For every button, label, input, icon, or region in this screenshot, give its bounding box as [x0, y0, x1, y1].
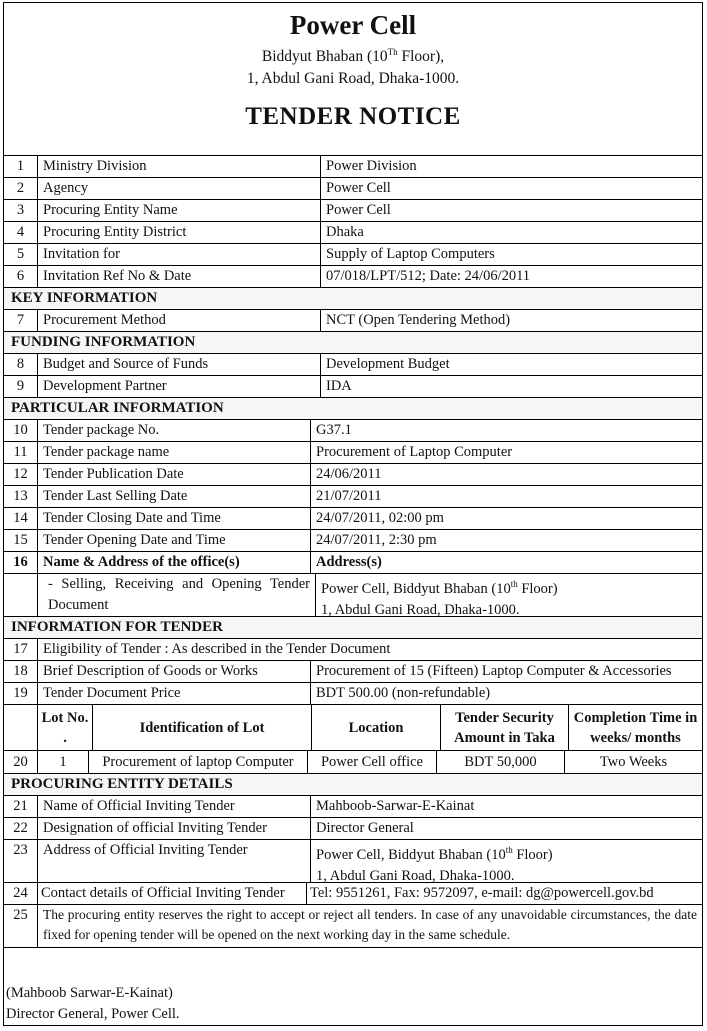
table-row: 10 Tender package No. G37.1 [4, 420, 702, 442]
lot-table-row: 20 1 Procurement of laptop Computer Power Cell office BDT 50,000 Two Weeks [4, 751, 702, 774]
table-row: 6 Invitation Ref No & Date 07/018/LPT/512; Date: 24/06/2011 [4, 266, 702, 288]
table-row-office-header: 16 Name & Address of the office(s) Address(s) [4, 552, 702, 574]
table-row: 12 Tender Publication Date 24/06/2011 [4, 464, 702, 486]
section-key-information: KEY INFORMATION [4, 288, 702, 310]
org-title: Power Cell [289, 10, 417, 40]
table-row: 17 Eligibility of Tender : As described in the Tender Document [4, 639, 702, 661]
table-row: 3 Procuring Entity Name Power Cell [4, 200, 702, 222]
tender-table [4, 155, 702, 948]
table-row: 8 Budget and Source of Funds Development Budget [4, 354, 702, 376]
section-information-for-tender: INFORMATION FOR TENDER [4, 617, 702, 639]
table-row: 4 Procuring Entity District Dhaka [4, 222, 702, 244]
section-particular-information: PARTICULAR INFORMATION [4, 398, 702, 420]
signature-block [6, 983, 180, 1025]
section-procuring-entity-details: PROCURING ENTITY DETAILS [4, 774, 702, 796]
tender-notice-page [3, 2, 703, 1026]
org-address-line2: 1, Abdul Gani Road, Dhaka-1000. [246, 70, 460, 88]
table-row: 18 Brief Description of Goods or Works Procurement of 15 (Fifteen) Laptop Computer & Accessories [4, 661, 702, 683]
table-row: 15 Tender Opening Date and Time 24/07/2011, 2:30 pm [4, 530, 702, 552]
table-row: 9 Development Partner IDA [4, 376, 702, 398]
table-row: 7 Procurement Method NCT (Open Tendering Method) [4, 310, 702, 332]
table-row: 25 The procuring entity reserves the right to accept or reject all tenders. In case of any unavoidable circumstances, the date fixed for opening tender will be opened on the next working day in the same schedule. [4, 905, 702, 948]
table-row: 19 Tender Document Price BDT 500.00 (non-refundable) [4, 683, 702, 705]
table-row: 21 Name of Official Inviting Tender Mahboob-Sarwar-E-Kainat [4, 796, 702, 818]
table-row: 23 Address of Official Inviting Tender Power Cell, Biddyut Bhaban (10th Floor) 1, Abdul Gani Road, Dhaka-1000. [4, 840, 702, 883]
table-row: 13 Tender Last Selling Date 21/07/2011 [4, 486, 702, 508]
table-row-office-address: - Selling, Receiving and Opening Tender Document Power Cell, Biddyut Bhaban (10th Floor) 1, Abdul Gani Road, Dhaka-1000. [4, 574, 702, 617]
table-row: 24 Contact details of Official Inviting Tender Tel: 9551261, Fax: 9572097, e-mail: dg@powercell.gov.bd [4, 883, 702, 905]
table-row: 14 Tender Closing Date and Time 24/07/2011, 02:00 pm [4, 508, 702, 530]
notice-header [4, 9, 702, 132]
signatory-title: Director General, Power Cell. [6, 1006, 180, 1022]
table-row: 5 Invitation for Supply of Laptop Computers [4, 244, 702, 266]
table-row: 22 Designation of official Inviting Tender Director General [4, 818, 702, 840]
section-funding-information: FUNDING INFORMATION [4, 332, 702, 354]
notice-title: TENDER NOTICE [245, 103, 461, 131]
org-address-line1: Biddyut Bhaban (10Th Floor), [261, 47, 445, 66]
signatory-name: (Mahboob Sarwar-E-Kainat) [6, 985, 173, 1001]
lot-table-header: Lot No. . Identification of Lot Location Tender Security Amount in Taka Completion Time in weeks/ months [4, 705, 702, 751]
table-row: 2 Agency Power Cell [4, 178, 702, 200]
table-row: 11 Tender package name Procurement of Laptop Computer [4, 442, 702, 464]
table-row: 1 Ministry Division Power Division [4, 156, 702, 178]
